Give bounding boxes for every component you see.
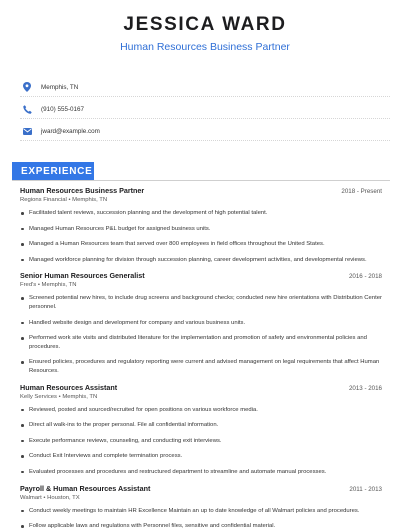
job-bullet: Conduct weekly meetings to maintain HR Excellence Maintain an up to date knowledge of all Walmart policies and procedures. bbox=[20, 507, 382, 516]
job-location: Memphis, TN bbox=[72, 197, 108, 203]
section-divider bbox=[12, 180, 390, 181]
job-title: Human Resources Business Partner bbox=[20, 186, 145, 195]
job-bullet: Managed a Human Resources team that served over 800 employees in field offices throughout the United States. bbox=[20, 240, 382, 249]
job-bullet: Screened potential new hires, to include drug screens and background checks; conducted new hire orientations with Distribution Center personnel. bbox=[20, 294, 382, 311]
job-bullet: Direct all walk-ins to the proper personal. File all confidential information. bbox=[20, 421, 382, 430]
contact-phone-text: (910) 555-0167 bbox=[41, 105, 85, 113]
job-dates: 2011 - 2013 bbox=[349, 485, 382, 493]
job-bullet: Execute performance reviews, counseling, and conducting exit interviews. bbox=[20, 437, 382, 446]
job-bullet: Evaluated processes and procedures and restructured department to streamline and automate manual processes. bbox=[20, 468, 382, 477]
job-entry bbox=[20, 484, 382, 530]
job-bullets bbox=[20, 294, 382, 375]
job-company: Kelly Services bbox=[20, 393, 57, 400]
job-company: Fred's bbox=[20, 282, 37, 289]
job-bullets bbox=[20, 209, 382, 264]
job-location: Memphis, TN bbox=[62, 393, 98, 400]
job-company-line: Regions Financial • Memphis, TN bbox=[20, 197, 108, 203]
job-dates: 2016 - 2018 bbox=[348, 273, 382, 281]
candidate-name: JESSICA WARD bbox=[123, 14, 287, 35]
job-bullet: Follow applicable laws and regulations with Personnel files, sensitive and confidential material. bbox=[20, 522, 382, 530]
job-bullets bbox=[20, 507, 382, 530]
job-bullet: Reviewed, posted and sourced/recruited for open positions on various workforce media. bbox=[20, 406, 382, 415]
job-bullets bbox=[20, 406, 382, 477]
job-company-line: Fred's • Memphis, TN bbox=[20, 282, 77, 289]
contact-email bbox=[20, 122, 390, 141]
email-icon bbox=[20, 124, 34, 138]
job-company: Regions Financial bbox=[20, 197, 67, 203]
job-company-line: Kelly Services • Memphis, TN bbox=[20, 393, 98, 400]
job-dates: 2018 - Present bbox=[341, 188, 382, 195]
job-bullet: Managed Human Resources P&L budget for assigned business units. bbox=[20, 225, 382, 234]
job-bullet: Managed workforce planning for division through succession planning, career development activities, and developmental reviews. bbox=[20, 256, 382, 265]
phone-icon bbox=[20, 102, 34, 116]
job-title: Senior Human Resources Generalist bbox=[20, 271, 145, 281]
location-pin-icon bbox=[20, 80, 34, 94]
job-entry bbox=[20, 383, 382, 477]
job-bullet: Ensured policies, procedures and regulatory reporting were current and advised management on legal requirements that affect Human Resources. bbox=[20, 358, 382, 375]
job-bullet: Conduct Exit Interviews and complete termination process. bbox=[20, 452, 382, 461]
contact-location-text: Memphis, TN bbox=[41, 83, 79, 91]
job-title: Payroll & Human Resources Assistant bbox=[20, 483, 151, 493]
resume-header bbox=[0, 0, 410, 54]
job-bullet: Performed work site visits and distributed literature for the implementation and promotion of safety and environmental policies and procedures. bbox=[20, 334, 382, 351]
contact-info bbox=[20, 78, 390, 141]
candidate-title: Human Resources Business Partner bbox=[120, 41, 290, 53]
job-dates: 2013 - 2016 bbox=[348, 384, 382, 392]
job-location: Memphis, TN bbox=[41, 282, 77, 289]
job-company-line: Walmart • Houston, TX bbox=[20, 494, 80, 501]
contact-email-text[interactable]: jward@example.com bbox=[41, 127, 100, 135]
job-bullet: Handled website design and development for company and various business units. bbox=[20, 319, 382, 328]
experience-list bbox=[20, 186, 382, 530]
job-entry bbox=[20, 186, 382, 264]
job-bullet: Facilitated talent reviews, succession planning and the development of high potential talent. bbox=[20, 209, 382, 218]
experience-heading: EXPERIENCE bbox=[12, 162, 94, 180]
job-title: Human Resources Assistant bbox=[20, 382, 118, 392]
contact-phone bbox=[20, 100, 390, 119]
contact-location bbox=[20, 78, 390, 97]
job-location: Houston, TX bbox=[47, 494, 80, 501]
job-company: Walmart bbox=[20, 494, 42, 501]
job-entry bbox=[20, 271, 382, 375]
